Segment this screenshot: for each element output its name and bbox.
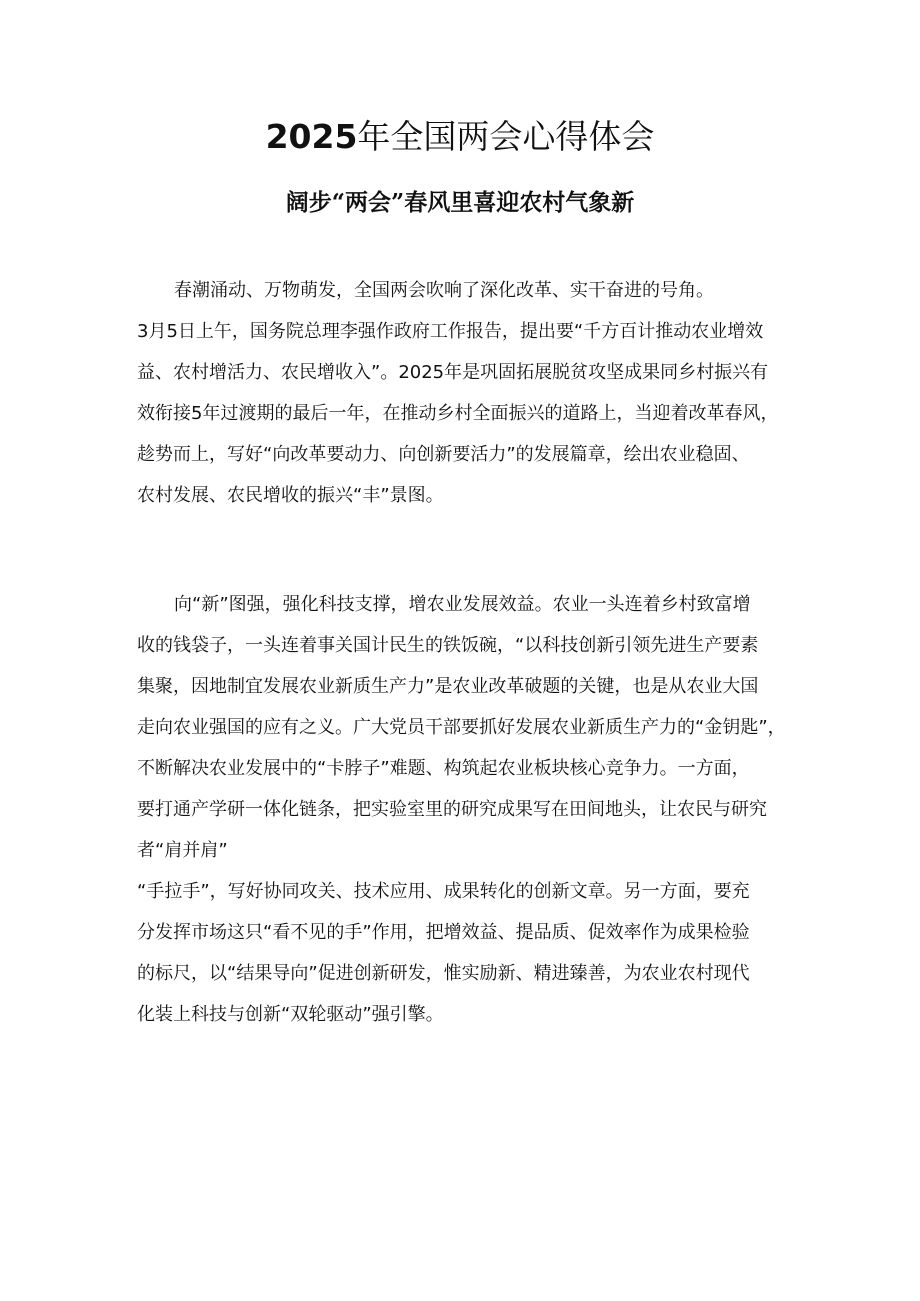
text-line: 者“肩并肩”	[137, 840, 228, 861]
title-text: 年全国两会心得体会	[357, 117, 655, 156]
document-subtitle: 阔步“两会”春风里喜迎农村气象新	[285, 189, 635, 216]
text-line: 益、农村增活力、农民增收入”。2025年是巩固拓展脱贫攻坚成果同乡村振兴有	[137, 362, 769, 383]
text-line: 不断解决农业发展中的“卡脖子”难题、构筑起农业板块核心竞争力。一方面，	[137, 758, 750, 779]
paragraph-2	[137, 584, 797, 1035]
text-line: 化装上科技与创新“双轮驱动”强引擎。	[137, 1004, 444, 1025]
text-line: 3月5日上午，国务院总理李强作政府工作报告，提出要“千方百计推动农业增效	[137, 321, 764, 342]
text-line: 收的钱袋子，一头连着事关国计民生的铁饭碗，“以科技创新引领先进生产要素	[137, 635, 759, 656]
text-line: 走向农业强国的应有之义。广大党员干部要抓好发展农业新质生产力的“金钥匙”，	[137, 717, 786, 738]
text-line: 分发挥市场这只“看不见的手”作用，把增效益、提品质、促效率作为成果检验	[137, 922, 750, 943]
text-line: 农村发展、农民增收的振兴“丰”景图。	[137, 485, 444, 506]
text-line: 效衔接5年过渡期的最后一年，在推动乡村全面振兴的道路上，当迎着改革春风，	[137, 403, 779, 424]
text-line: 趁势而上，写好“向改革要动力、向创新要活力”的发展篇章，绘出农业稳固、	[137, 444, 750, 465]
paragraph-1	[137, 270, 797, 516]
text-line: 向“新”图强，强化科技支撑，增农业发展效益。农业一头连着乡村致富增	[174, 594, 751, 615]
title-year: 2025	[265, 117, 358, 156]
document-title	[0, 113, 920, 161]
text-line: 集聚，因地制宜发展农业新质生产力”是农业改革破题的关键，也是从农业大国	[137, 676, 759, 697]
text-line: 要打通产学研一体化链条，把实验室里的研究成果写在田间地头，让农民与研究	[137, 799, 767, 820]
text-line: 的标尺，以“结果导向”促进创新研发，惟实励新、精进臻善，为农业农村现代	[137, 963, 750, 984]
text-line: “手拉手”，写好协同攻关、技术应用、成果转化的创新文章。另一方面，要充	[137, 881, 750, 902]
text-line: 春潮涌动、万物萌发，全国两会吹响了深化改革、实干奋进的号角。	[174, 280, 714, 301]
